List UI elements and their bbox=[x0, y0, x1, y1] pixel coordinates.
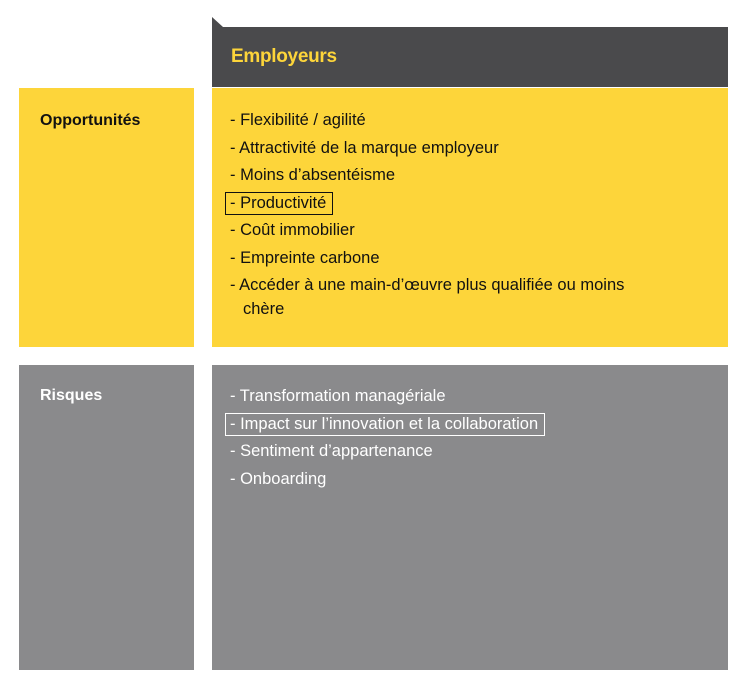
risks-list bbox=[229, 383, 629, 493]
opportunity-item bbox=[229, 135, 629, 163]
risk-item-text: - Transformation managériale bbox=[230, 387, 446, 405]
header-tab-notch bbox=[212, 17, 223, 27]
risks-cell bbox=[212, 365, 728, 670]
opportunities-cell bbox=[212, 88, 728, 347]
risk-item bbox=[229, 438, 629, 466]
opportunities-list bbox=[229, 107, 629, 322]
risks-row-label-cell bbox=[19, 365, 194, 670]
opportunity-item-text: - Flexibilité / agilité bbox=[230, 111, 366, 129]
opportunity-item-text: - Moins d’absentéisme bbox=[230, 166, 396, 184]
opportunity-item bbox=[229, 272, 629, 322]
opportunity-item bbox=[229, 217, 629, 245]
risk-item-text-highlighted: - Impact sur l’innovation et la collaboration bbox=[225, 413, 545, 436]
opportunity-item-text: - Attractivité de la marque employeur bbox=[230, 138, 499, 157]
opportunity-item-text: - Empreinte carbone bbox=[230, 248, 380, 267]
risks-row-label: Risques bbox=[40, 387, 103, 404]
risk-item-text: - Onboarding bbox=[230, 469, 327, 488]
column-header-title: Employeurs bbox=[231, 46, 337, 67]
opportunity-item-text: - Coût immobilier bbox=[230, 221, 355, 239]
opportunity-item-text-highlighted: - Productivité bbox=[225, 192, 333, 215]
opportunity-item bbox=[229, 190, 629, 218]
risk-item-text: - Sentiment d’appartenance bbox=[230, 442, 433, 460]
opportunity-item bbox=[229, 107, 629, 135]
opportunity-item bbox=[229, 162, 629, 190]
opportunities-row-label-cell bbox=[19, 88, 194, 347]
opportunity-item bbox=[229, 245, 629, 273]
risk-item bbox=[229, 466, 629, 494]
column-header bbox=[212, 27, 728, 87]
opportunity-item-text: - Accéder à une main-d’œuvre plus qualifiée ou moins chère bbox=[230, 276, 625, 318]
risk-item bbox=[229, 383, 629, 411]
risk-item bbox=[229, 411, 629, 439]
opportunities-row-label: Opportunités bbox=[40, 112, 141, 129]
